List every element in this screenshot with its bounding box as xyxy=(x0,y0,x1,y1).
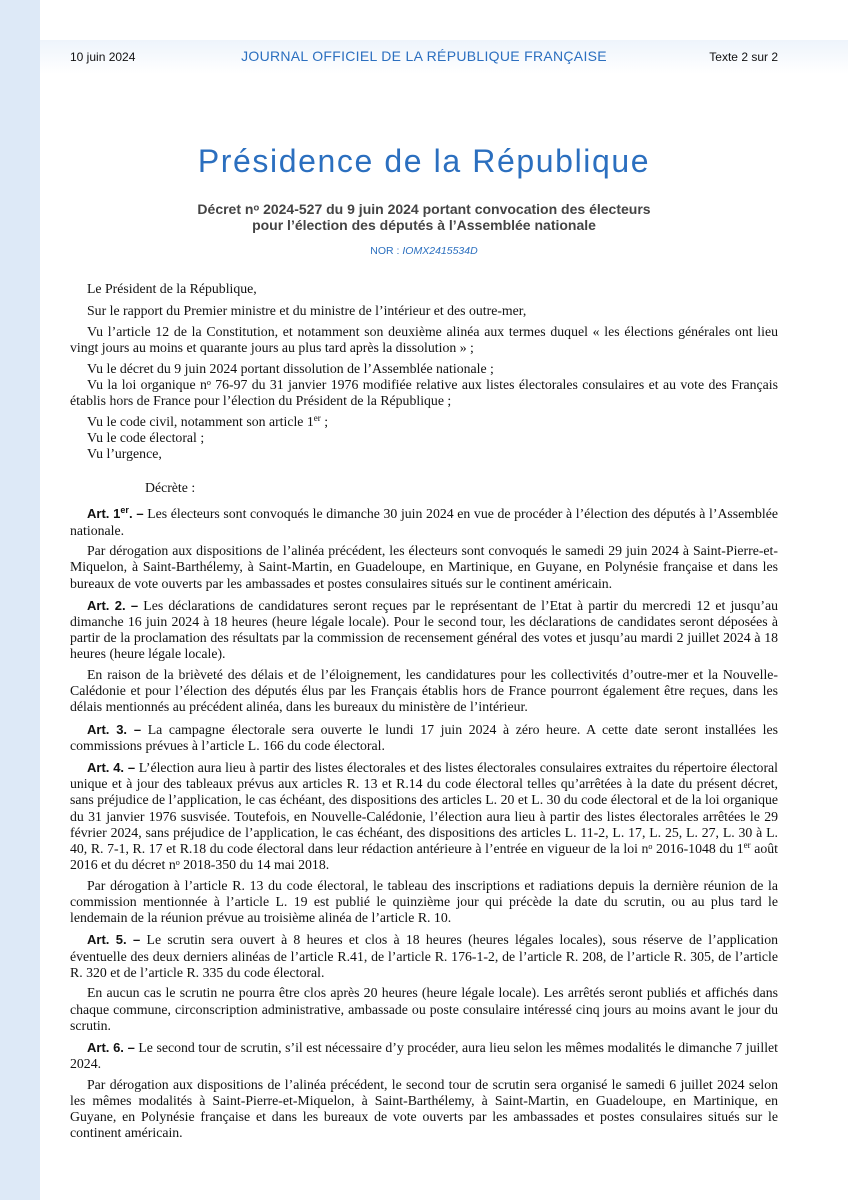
journal-title: JOURNAL OFFICIEL DE LA RÉPUBLIQUE FRANÇAISE xyxy=(241,48,607,64)
article-3 xyxy=(70,722,778,754)
article-2-paragraph-2: En raison de la brièveté des délais et de l’éloignement, les candidatures pour les collectivités d’outre-mer et la Nouvelle-Calédonie et pour l’élection des députés élus par les Français établis hors de France pourront également être reçues, dans les délais mentionnés au précédent alinéa, dans les bureaux du ministère de l’intérieur. xyxy=(70,667,778,715)
code-civil-sup: er xyxy=(313,412,321,423)
article-5 xyxy=(70,932,778,981)
left-margin-band xyxy=(0,0,40,1200)
article-2-text: Les déclarations de candidatures seront reçues par le représentant de l’Etat à partir du mercredi 12 et jusqu’au dimanche 16 juin 2024 à 18 heures (heure légale locale). Pour le second tour, les déclarations de candidates seront déposées à partir de la proclamation des résultats par la commission de recensement général des votes et jusqu’au mardi 2 juillet 2024 à 18 heures (heure légale locale). xyxy=(70,597,778,662)
preamble-code-civil xyxy=(70,414,778,430)
article-1-text: Les électeurs sont convoqués le dimanche 30 juin 2024 en vue de procéder à l’élection des députés à l’Assemblée nationale. xyxy=(70,506,778,538)
code-civil-text: Vu le code civil, notamment son article 1 xyxy=(87,413,314,429)
article-4-text-end: août 2016 et du décret nᵒ 2018-350 du 14 mai 2018. xyxy=(70,841,779,873)
preamble-president: Le Président de la République, xyxy=(87,281,257,296)
article-6-paragraph-2: Par dérogation aux dispositions de l’alinéa précédent, le second tour de scrutin sera organisé le samedi 6 juillet 2024 selon les mêmes modalités à Saint-Pierre-et-Miquelon, à Saint-Barthélemy, à Saint-Martin, en Guadeloupe, en Martinique, en Guyane, en Polynésie française et dans les bureaux de vote ouverts par les ambassades et postes consulaires situés sur le continent américain. xyxy=(70,1076,778,1141)
page-indicator: Texte 2 sur 2 xyxy=(709,50,778,64)
article-6-text: Le second tour de scrutin, s’il est nécessaire d’y procéder, aura lieu selon les mêmes modalités le dimanche 7 juillet 2024. xyxy=(70,1040,778,1072)
article-2-label: Art. 2. – xyxy=(87,597,139,613)
preamble-constitution: Vu l’article 12 de la Constitution, et notamment son deuxième alinéa aux termes duquel « les élections générales ont lieu vingt jours au moins et quarante jours au plus tard après la dissolution » ; xyxy=(70,323,778,355)
article-4 xyxy=(70,760,778,873)
article-1-paragraph-2: Par dérogation aux dispositions de l’alinéa précédent, les électeurs sont convoqués le samedi 29 juin 2024 à Saint-Pierre-et-Miquelon, à Saint-Barthélemy, à Saint-Martin, en Guadeloupe, en Martinique, en Guyane, en Polynésie française et dans les bureaux de vote ouverts par les ambassades et postes consulaires situés sur le continent américain. xyxy=(70,543,778,591)
nor-reference xyxy=(0,245,848,257)
article-1-label-sup: er xyxy=(120,505,129,516)
nor-label: NOR : xyxy=(370,245,403,257)
code-civil-end: ; xyxy=(320,413,329,429)
article-1 xyxy=(70,506,778,538)
article-1-label xyxy=(87,506,144,521)
header-date: 10 juin 2024 xyxy=(70,50,136,64)
article-3-text: La campagne électorale sera ouverte le lundi 17 juin 2024 à zéro heure. A cette date seront installées les commissions prévues à l’article L. 166 du code électoral. xyxy=(70,721,778,753)
article-1-label-text: Art. 1 xyxy=(87,506,121,522)
preamble-urgence: Vu l’urgence, xyxy=(87,446,162,461)
article-5-text: Le scrutin sera ouvert à 8 heures et clos à 18 heures (heures légales locales), sous réserve de l’application éventuelle des deux derniers alinéas de l’article R.41, de l’article R. 176-1-2, de l’article R. 208, de l’article R. 305, de l’article R. 320 et de l’article R. 335 du code électoral. xyxy=(70,932,778,980)
preamble-dissolution: Vu le décret du 9 juin 2024 portant dissolution de l’Assemblée nationale ; xyxy=(87,360,494,376)
decree-title-line-2: pour l’élection des députés à l’Assemblée nationale xyxy=(252,217,596,233)
article-2 xyxy=(70,598,778,663)
article-3-label: Art. 3. – xyxy=(87,721,142,737)
decree-body xyxy=(70,281,778,1146)
article-4-paragraph-2: Par dérogation à l’article R. 13 du code électoral, le tableau des inscriptions et radiations depuis la dernière réunion de la commission mentionnée à l’article L. 19 est publié le quinzième jour qui précède la date du scrutin, ou au plus tard le lendemain de la réunion prévue au troisième alinéa de l’article R. 10. xyxy=(70,877,778,926)
preamble-code-electoral: Vu le code électoral ; xyxy=(87,429,205,445)
page-header xyxy=(70,48,778,68)
article-4-text: L’élection aura lieu à partir des listes électorales et des listes électorales consulaires extraites du répertoire électoral unique et à jour des tableaux prévus aux articles R. 13 et R.14 du code électoral telles qu’arrêtées à la date du présent décret, sans préjudice de l’application, le cas échéant, des dispositions des articles L. 20 et L. 30 du code électoral et de la loi organique du 31 janvier 1976 susvisée. Toutefois, en Nouvelle-Calédonie, l’élection aura lieu à partir des listes électorales arrêtées le 29 février 2024, sans préjudice de l’application, le cas échéant, des dispositions des articles L. 11-2, L. 17, L. 25, L. 27, L. 30 à L. 40, R. 7-1, R. 17 et R.18 du code électoral dans leur rédaction antérieure à l’entrée en vigueur de la loi nᵒ 2016-1048 du 1 xyxy=(70,760,778,857)
article-1-label-end: . – xyxy=(128,506,144,522)
decree-title xyxy=(0,201,848,233)
article-5-label: Art. 5. – xyxy=(87,932,141,948)
preamble-rapport: Sur le rapport du Premier ministre et du ministre de l’intérieur et des outre-mer, xyxy=(87,303,527,319)
article-5-paragraph-2: En aucun cas le scrutin ne pourra être clos après 20 heures (heure légale locale). Les arrêtés seront publiés et affichés dans chaque commune, circonscription administrative, ambassade ou poste consulaire intéressé cinq jours au moins avant le jour du scrutin. xyxy=(70,985,778,1033)
section-title: Présidence de la République xyxy=(197,143,651,179)
preamble-loi-organique: Vu la loi organique nᵒ 76-97 du 31 janvier 1976 modifiée relative aux listes électorales consulaires et au vote des Français établis hors de France pour l’élection du Président de la République ; xyxy=(70,376,778,408)
article-6 xyxy=(70,1040,778,1072)
article-4-label: Art. 4. – xyxy=(87,760,136,776)
nor-code: IOMX2415534D xyxy=(402,245,478,257)
article-6-label: Art. 6. – xyxy=(87,1040,135,1056)
decree-title-line-1: Décret nᵒ 2024-527 du 9 juin 2024 portant convocation des électeurs xyxy=(197,201,651,217)
article-4-sup: er xyxy=(743,840,751,851)
decrete: Décrète : xyxy=(145,480,196,496)
